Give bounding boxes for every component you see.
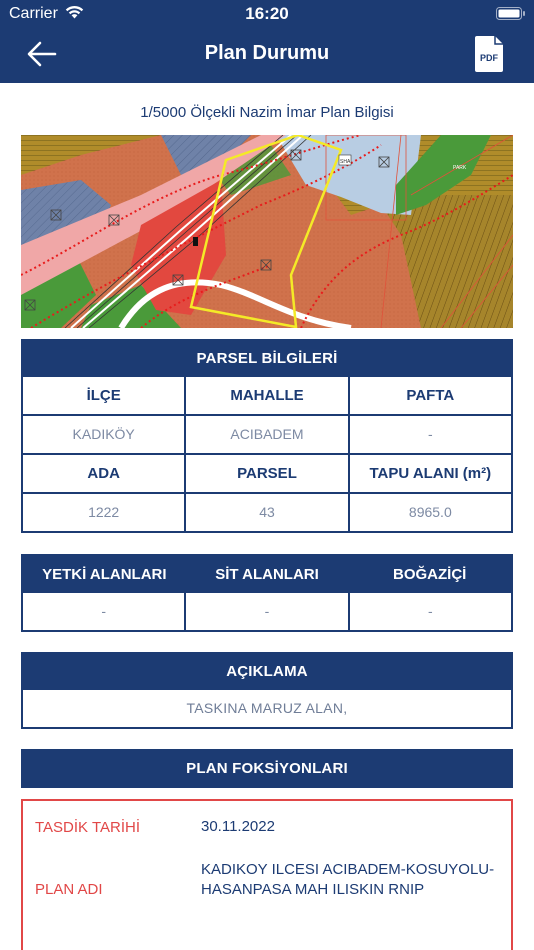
yetki-alanlari-label: YETKİ ALANLARI bbox=[42, 566, 167, 583]
parsel-value: 43 bbox=[186, 494, 347, 531]
zone-areas-header bbox=[23, 556, 511, 593]
carrier-label: Carrier bbox=[9, 5, 58, 22]
status-time: 16:20 bbox=[245, 4, 289, 23]
map-label-sha: SHA bbox=[340, 159, 351, 165]
parcel-info-card bbox=[21, 339, 513, 533]
tasdik-tarihi-label: TASDİK TARİHİ bbox=[35, 819, 141, 836]
plan-map-drawing bbox=[21, 135, 513, 328]
zone-areas-card bbox=[21, 554, 513, 632]
sit-alanlari-label: SİT ALANLARI bbox=[215, 566, 319, 583]
tasdik-tarihi-value: 30.11.2022 bbox=[201, 818, 275, 835]
plan-functions-header bbox=[21, 749, 513, 788]
description-value: TASKINA MARUZ ALAN, bbox=[23, 690, 511, 727]
zone-areas-values bbox=[23, 593, 511, 630]
pafta-label: PAFTA bbox=[350, 377, 511, 414]
ilce-value: KADIKÖY bbox=[23, 416, 184, 453]
map-caption: 1/5000 Ölçekli Nazim İmar Plan Bilgisi bbox=[140, 104, 394, 121]
status-bar bbox=[0, 0, 534, 28]
plan-map-image bbox=[21, 135, 513, 328]
plan-functions-title: PLAN FOKSİYONLARI bbox=[186, 760, 348, 777]
pdf-export-icon[interactable] bbox=[472, 34, 506, 74]
plan-adi-value: KADIKOY ILCESI ACIBADEM-KOSUYOLU-HASANPASA MAH ILISKIN RNIP bbox=[201, 861, 495, 898]
bogazici-label: BOĞAZİÇİ bbox=[392, 566, 467, 583]
bogazici-value: - bbox=[350, 593, 511, 630]
parcel-info-title: PARSEL BİLGİLERİ bbox=[196, 350, 338, 367]
pafta-value: - bbox=[350, 416, 511, 453]
description-title: AÇIKLAMA bbox=[226, 663, 308, 680]
mahalle-label: MAHALLE bbox=[186, 377, 347, 414]
page-title: Plan Durumu bbox=[204, 42, 330, 64]
nav-bar bbox=[0, 28, 534, 83]
tapu-alani-label: TAPU ALANI (m²) bbox=[350, 455, 511, 492]
ilce-label: İLÇE bbox=[23, 377, 184, 414]
parsel-label: PARSEL bbox=[186, 455, 347, 492]
map-label-park: PARK bbox=[453, 165, 467, 171]
plan-adi-label: PLAN ADI bbox=[35, 881, 103, 898]
yetki-alanlari-value: - bbox=[23, 593, 184, 630]
plan-details-box bbox=[21, 799, 513, 950]
ada-label: ADA bbox=[23, 455, 184, 492]
tapu-alani-value: 8965.0 bbox=[350, 494, 511, 531]
header-bar bbox=[0, 0, 534, 83]
sit-alanlari-value: - bbox=[186, 593, 347, 630]
pdf-icon-label: PDF bbox=[480, 53, 498, 63]
parcel-info-grid bbox=[23, 377, 511, 531]
description-card bbox=[21, 652, 513, 729]
battery-icon bbox=[496, 7, 526, 20]
mahalle-value: ACIBADEM bbox=[186, 416, 347, 453]
ada-value: 1222 bbox=[23, 494, 184, 531]
